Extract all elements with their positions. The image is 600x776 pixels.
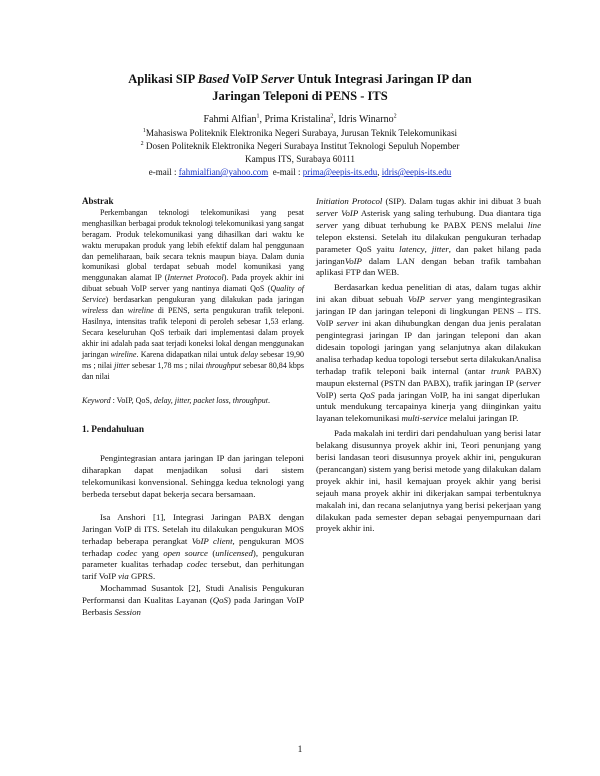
email-link-1[interactable]: fahmialfian@yahoo.com [178,167,269,177]
section-heading-introduction: 1. Pendahuluan [82,425,145,436]
intro-paragraph-1: Pengintegrasian antara jaringan IP dan jaringan teleponi diharapkan dapat menjadikan solusi dari sistem telekomunikasi konvensional. Sehingga kedua teknologi yang berbeda tersebut dapat bekerja secara bersamaan. [82,453,304,499]
right-paragraph-3: Pada makalah ini terdiri dari pendahuluan yang berisi latar belakang disusunnya proyek akhir ini, Teori penunjang yang berisi landasan teori disusunnya proyek akhir ini, pengukuran (perancangan) sistem yang berisi metode yang dilakukan dalam proyek akhir ini, hasil kemajuan proyek akhir yang berisi sejauh mana proyek akhir ini dikerjakan sampai terbentuknya makalah ini, dan recana selanjutnya yang berisi pekerjaan yang dilakukan pada semester depan sebagai penyempurnaan dari proyek akhir ini. [316,428,541,534]
intro-paragraph-2: Isa Anshori [1], Integrasi Jaringan PABX dengan Jaringan VoIP di ITS. Setelah itu dilakukan pengukuran MOS terhadap beberapa perangkat VoIP client, pengukuran MOS terhadap codec yang open source (unlicensed), pengukuran parameter kualitas terhadap codec tersebut, dan perhitungan tarif VoIP via GPRS. [82,511,305,582]
paper-title [60,71,540,105]
title-line-1: Aplikasi SIP Based VoIP Server Untuk Integrasi Jaringan IP dan [128,72,472,86]
abstract-heading: Abstrak [82,196,114,206]
left-column [82,196,304,619]
email-line: e-mail : fahmialfian@yahoo.com e-mail : prima@eepis-its.edu, idris@eepis-its.edu [148,167,452,177]
affiliation-2: $^2$ Dosen Politeknik Elektronika Negeri Surabaya Institut Teknologi Sepuluh Nopember Kampus ITS, Surabaya 60111 [140,140,460,164]
email-link-2[interactable]: prima@eepis-its.edu [302,167,378,177]
page-number: 1 [297,745,303,755]
right-paragraph-1: Initiation Protocol (SIP). Dalam tugas akhir ini dibuat 3 buah server VoIP Asterisk yang saling terhubung. Dua diantara tiga server yang dibuat terhubung ke PABX PENS melalui line telepon ekstensi. Setelah itu dilakukan pengukuran terhadap parameter QoS yaitu latency, jitter, dan paket hilang pada jaringanVoIP dalam LAN dengan beban trafik tambahan aplikasi FTP dan WEB. [316,196,542,278]
right-paragraph-2: Berdasarkan kedua penelitian di atas, dalam tugas akhir ini akan dibuat sebuah VoIP server yang mengintegrasikan jaringan IP dan jaringan teleponi di lingkungan PENS – ITS. VoIP server ini akan dihubungkan dengan dua jenis peralatan pengintegrasi jaringan IP dan jaringan teleponi dan akan didesain topologi jaringan yang selanjutnya akan dilakukan analisa terhadap kedua topologi tersebut serta dilakukanAnalisa terhadap trafik teleponi baik internal (antar trunk PABX) maupun eksternal (PSTN dan PABX), trafik jaringan IP (server VoIP) serta QoS pada jaringan VoIP, ha ini sangat diperlukan untuk mendukung tercapainya kinerja yang diinginkan yaitu layanan telekomunikasi multi-service melalui jaringan IP. [316,282,542,424]
affiliation-1: $^1$Mahasiswa Politeknik Elektronika Negeri Surabaya, Jurusan Teknik Telekomunikasi [142,127,458,138]
abstract-paragraph: Perkembangan teknologi telekomunikasi yang pesat menghasilkan berbagai produk teknologi telekomunikasi yang sangat beragam. Produk telekomunikasi yang dihasilkan dari waktu ke waktu merupakan produk yang lebih efektif dalam hal penggunaan dan pemeliharaan, baik secara teknis maupun biaya. Dalam dunia komunikasi global terdapat sebuah model komunikasi yang menggunakan alamat IP (Internet Protocol). Pada proyek akhir ini dibuat sebuah VoIP server yang nantinya diamati QoS (Quality of Service) berdasarkan pengukuran yang dilakukan pada jaringan wireless dan wireline di PENS, serta pengukuran trafik teleponi. Hasilnya, intensitas trafik teleponi di peroleh sebesar 1,53 erlang. Secara keseluruhan QoS terbaik dari implementasi dalam proyek akhir ini adalah pada saat terjadi koneksi lokal dengan menggunakan jaringan wireline. Karena didapatkan nilai untuk delay sebesar 19,90 ms ; nilai jitter sebesar 1,78 ms ; nilai throughput sebesar 80,84 kbps dan nilai [82,207,305,381]
email-link-3[interactable]: idris@eepis-its.edu [381,167,452,177]
author-1: Fahmi Alfian [203,114,257,125]
right-column [316,196,541,535]
author-list: Fahmi Alfian$^1$, Prima Kristalina$^2$, Idris Winarno$^2$ [203,113,397,125]
keywords: Keyword : VoIP, QoS, delay, jitter, packet loss, throughput. [82,396,271,406]
author-3: Idris Winarno [338,114,394,125]
author-2: Prima Kristalina [264,114,331,125]
abstract-body [82,208,304,407]
intro-paragraph-3: Mochammad Susantok [2], Studi Analisis Pengukuran Performansi dan Kualitas Layanan (QoS) pada Jaringan VoIP Berbasis Session [82,583,304,618]
title-line-2: Jaringan Teleponi di PENS - ITS [212,89,388,103]
